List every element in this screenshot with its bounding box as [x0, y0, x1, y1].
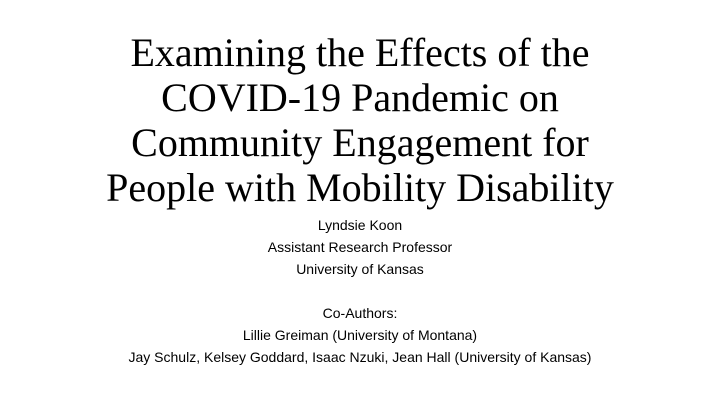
title-line: Examining the Effects of the [130, 30, 590, 75]
slide-title [60, 30, 660, 210]
presenter-name: Lyndsie Koon [317, 217, 403, 233]
title-line: COVID-19 Pandemic on [161, 75, 559, 120]
coauthors-heading: Co-Authors: [322, 305, 398, 321]
slide-subtitle [40, 214, 680, 368]
coauthors-line: Jay Schulz, Kelsey Goddard, Isaac Nzuki, Jean Hall (University of Kansas) [128, 349, 592, 365]
spacer [40, 280, 680, 302]
title-line: Community Engagement for [131, 120, 589, 165]
coauthors-line: Lillie Greiman (University of Montana) [242, 327, 478, 343]
presenter-role: Assistant Research Professor [267, 239, 453, 255]
presenter-affiliation: University of Kansas [296, 261, 424, 277]
title-line: People with Mobility Disability [106, 165, 614, 210]
